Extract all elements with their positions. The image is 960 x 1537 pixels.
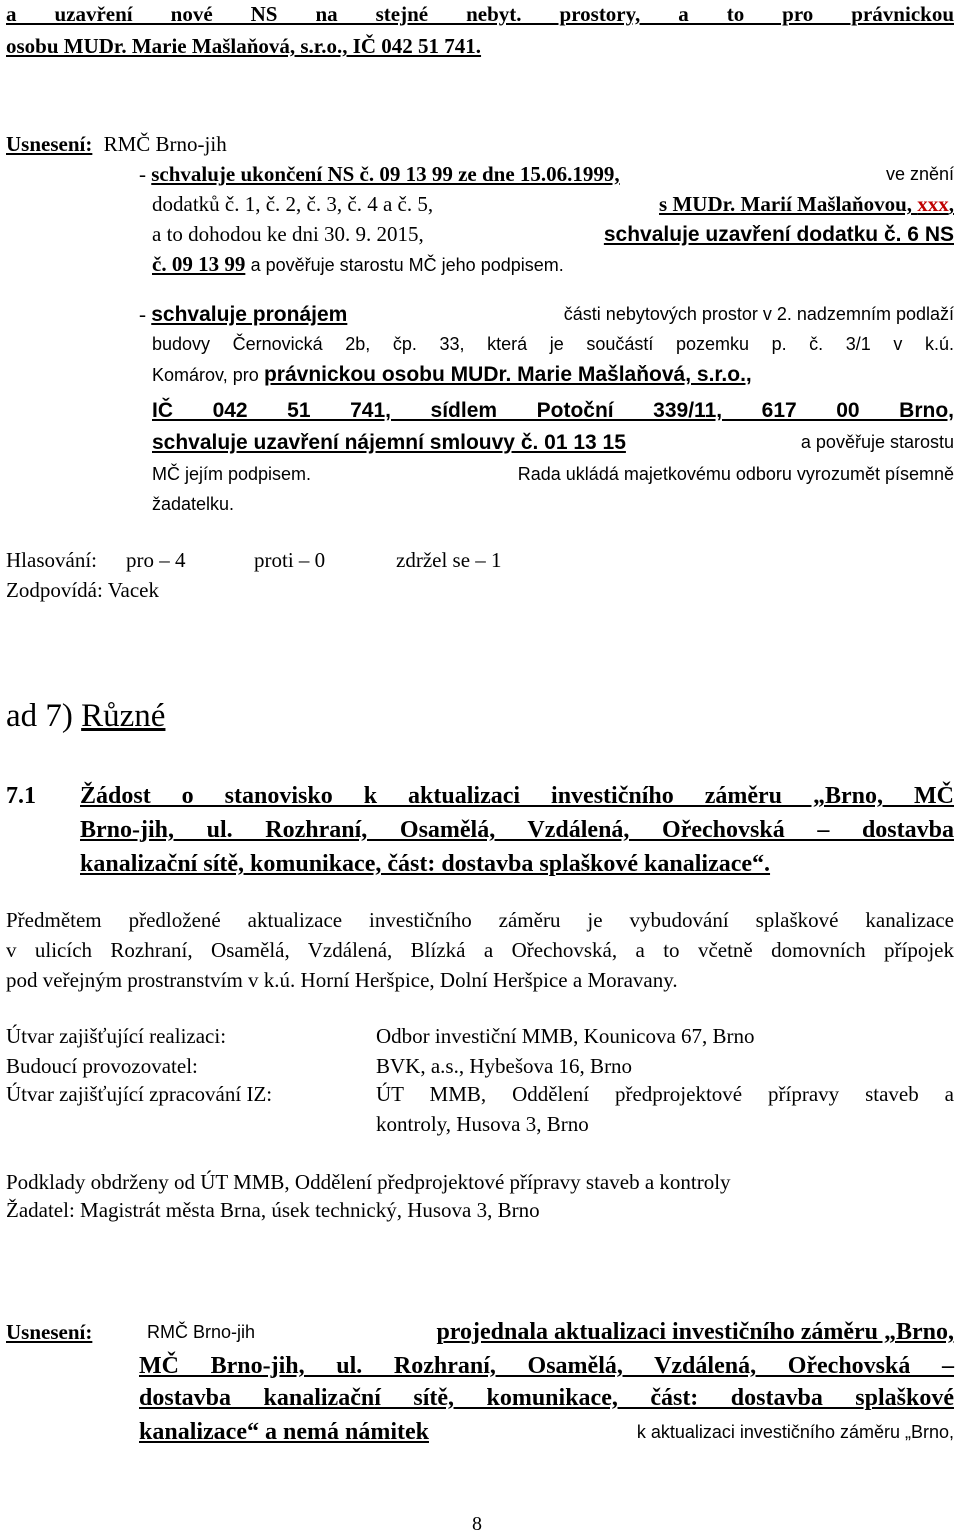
resolution-2-line-1 [6, 1318, 954, 1347]
paragraph-2-line-2: Žadatel: Magistrát města Brna, úsek technický, Husova 3, Brno [6, 1198, 540, 1222]
resolution-body: RMČ Brno-jih [103, 132, 227, 156]
approval-text: schvaluje ukončení NS č. 09 13 99 ze dne 15.06.1999, [151, 162, 620, 186]
paragraph-2-line-1: Podklady obdrženy od ÚT MMB, Oddělení předprojektové přípravy staveb a kontroly [6, 1170, 731, 1194]
vote-proti: proti – 0 [254, 548, 326, 572]
resolution-2-body: RMČ Brno-jih [147, 1322, 256, 1342]
item-title-line-3: kanalizační sítě, komunikace, část: dostavba splaškové kanalizace“. [80, 851, 771, 877]
section-prefix: ad 7) [6, 698, 73, 734]
paragraph-1-line-3: pod veřejným prostranstvím v k.ú. Horní Heršpice, Dolní Heršpice a Moravany. [6, 968, 678, 992]
responsible: Zodpovídá: Vacek [6, 578, 159, 602]
res1-item1-line4: č. 09 13 99 a pověřuje starostu MČ jeho podpisem. [152, 252, 564, 276]
vote-label: Hlasování: [6, 548, 97, 572]
res1-item2-line5: schvaluje uzavření nájemní smlouvy č. 01 13 15 a pověřuje starostu [152, 431, 954, 454]
paragraph-1-line-2: v ulicích Rozhraní, Osamělá, Vzdálená, Blízká a Ořechovská, a to včetně domovních přípojek [6, 938, 954, 962]
item-number: 7.1 [6, 783, 36, 809]
info-value-zpracovani-1: ÚT MMB, Oddělení předprojektové přípravy staveb a [376, 1082, 954, 1106]
res1-item2-line2: budovy Černovická 2b, čp. 33, která je součástí pozemku p. č. 3/1 v k.ú. [152, 334, 954, 354]
resolution-2-line-2: MČ Brno-jih, ul. Rozhraní, Osamělá, Vzdálená, Ořechovská – [139, 1353, 954, 1379]
resolution-2-line-4: kanalizace“ a nemá námitek k aktualizaci investičního záměru „Brno, [139, 1419, 954, 1445]
resolution-1 [6, 130, 227, 159]
info-label-realizace: Útvar zajišťující realizaci: [6, 1024, 227, 1048]
res1-item1-line2: dodatků č. 1, č. 2, č. 3, č. 4 a č. 5, s MUDr. Marií Mašlaňovou, xxx, [152, 192, 954, 216]
header-line-1: a uzavření nové NS na stejné nebyt. prostory, a to pro právnickou [6, 2, 954, 26]
header-line-2: osobu MUDr. Marie Mašlaňová, s.r.o., IČ 042 51 741. [6, 34, 482, 58]
res1-item2-line4: IČ 042 51 741, sídlem Potoční 339/11, 617 00 Brno, [152, 399, 954, 422]
resolution-label: Usnesení: [6, 132, 93, 156]
redacted-text: xxx [917, 192, 949, 216]
vote-pro: pro – 4 [126, 548, 186, 572]
resolution-2-label: Usnesení: [6, 1320, 93, 1344]
res1-item2-line3: Komárov, pro právnickou osobu MUDr. Marie Mašlaňová, s.r.o., [152, 363, 752, 386]
res1-item2-line1: - schvaluje pronájem části nebytových prostor v 2. nadzemním podlaží [139, 302, 954, 326]
item-title-line-1: Žádost o stanovisko k aktualizaci investičního záměru „Brno, MČ [80, 783, 954, 809]
info-label-zpracovani: Útvar zajišťující zpracování IZ: [6, 1082, 273, 1106]
resolution-2-line-3: dostavba kanalizační sítě, komunikace, část: dostavba splaškové [139, 1385, 954, 1411]
section-heading [6, 696, 165, 736]
res1-item2-line7: žadatelku. [152, 494, 235, 514]
paragraph-1-line-1: Předmětem předložené aktualizace investičního záměru je vybudování splaškové kanalizace [6, 908, 954, 932]
section-title: Různé [81, 698, 166, 734]
info-value-provozovatel: BVK, a.s., Hybešova 16, Brno [376, 1054, 633, 1078]
page-number: 8 [472, 1513, 482, 1535]
res1-item1-line1: - schvaluje ukončení NS č. 09 13 99 ze dne 15.06.1999, ve znění [139, 162, 954, 186]
resolution-2-text-1: projednala aktualizaci investičního záměru „Brno, [436, 1319, 954, 1345]
vote-zdrzel: zdržel se – 1 [396, 548, 502, 572]
info-label-provozovatel: Budoucí provozovatel: [6, 1054, 198, 1078]
info-value-realizace: Odbor investiční MMB, Kounicova 67, Brno [376, 1024, 755, 1048]
vote-line [6, 546, 502, 575]
info-value-zpracovani-2: kontroly, Husova 3, Brno [376, 1112, 589, 1136]
item-title-line-2: Brno-jih, ul. Rozhraní, Osamělá, Vzdálená, Ořechovská – dostavba [80, 817, 954, 843]
res1-item2-line6: MČ jejím podpisem. Rada ukládá majetkovému odboru vyrozumět písemně [152, 464, 954, 484]
res1-item1-line3: a to dohodou ke dni 30. 9. 2015, schvaluje uzavření dodatku č. 6 NS [152, 222, 954, 246]
